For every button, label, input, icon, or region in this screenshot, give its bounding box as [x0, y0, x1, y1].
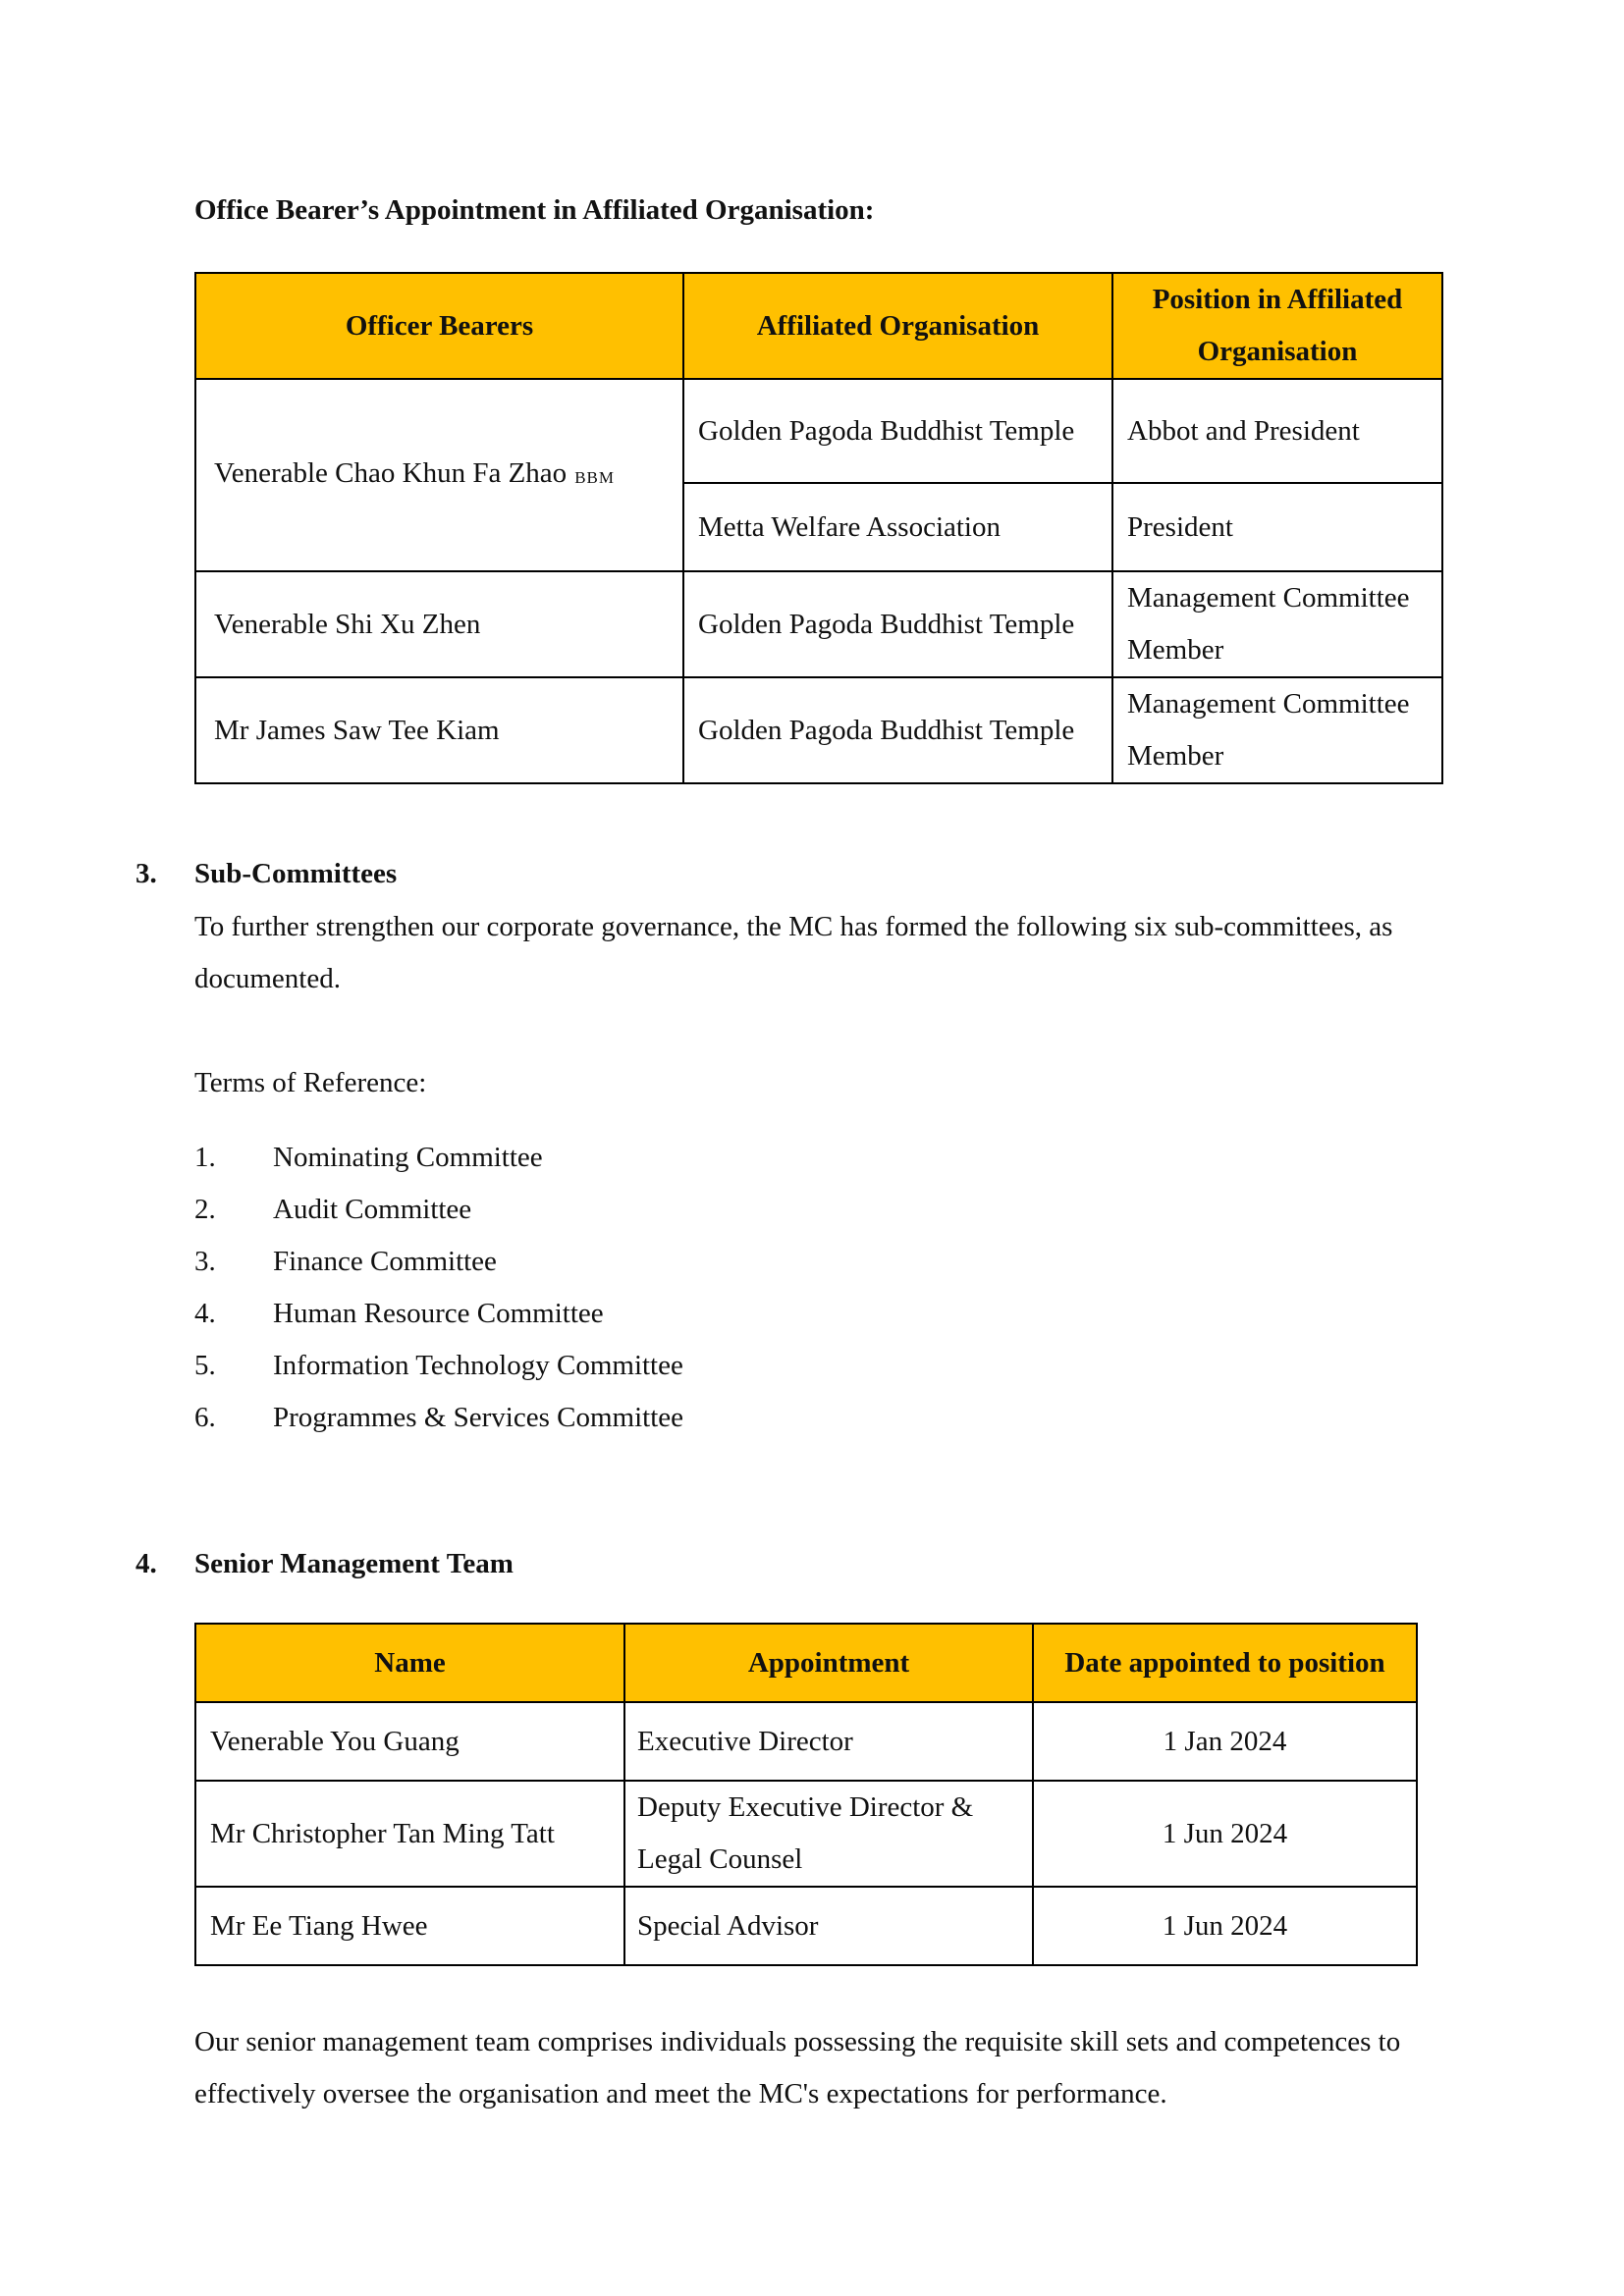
table-header-row	[195, 1624, 1417, 1702]
list-item-number: 1.	[194, 1142, 216, 1173]
list-item-number: 4.	[194, 1298, 216, 1329]
position-cell: Management Committee Member	[1112, 677, 1442, 783]
list-item-text: Audit Committee	[273, 1194, 472, 1225]
name-cell: Mr Christopher Tan Ming Tatt	[195, 1781, 624, 1887]
officer-name-cell: Mr James Saw Tee Kiam	[195, 677, 683, 783]
list-item-number: 6.	[194, 1402, 216, 1433]
section-3-body: To further strengthen our corporate governance, the MC has formed the following six sub-committees, as documented.	[194, 911, 1393, 994]
table-row	[195, 1781, 1417, 1887]
header-appointment: Appointment	[624, 1624, 1033, 1702]
terms-of-reference-label: Terms of Reference:	[194, 1067, 427, 1098]
table-row	[195, 379, 1442, 483]
affiliated-table	[194, 272, 1443, 784]
position-cell: Abbot and President	[1112, 379, 1442, 483]
section-3-number: 3.	[135, 858, 157, 889]
list-item-number: 2.	[194, 1194, 216, 1225]
date-cell: 1 Jan 2024	[1033, 1702, 1417, 1781]
date-cell: 1 Jun 2024	[1033, 1887, 1417, 1965]
header-position: Position in Affiliated Organisation	[1112, 273, 1442, 379]
section-4-number: 4.	[135, 1548, 157, 1579]
officer-name-cell	[195, 379, 683, 571]
date-cell: 1 Jun 2024	[1033, 1781, 1417, 1887]
senior-management-table	[194, 1623, 1418, 1966]
table-row	[195, 677, 1442, 783]
list-item-text: Programmes & Services Committee	[273, 1402, 684, 1433]
organisation-cell: Golden Pagoda Buddhist Temple	[683, 677, 1112, 783]
list-item-text: Information Technology Committee	[273, 1350, 683, 1381]
table-row	[195, 1887, 1417, 1965]
officer-name-cell: Venerable Shi Xu Zhen	[195, 571, 683, 677]
officer-name: Venerable Chao Khun Fa Zhao	[214, 456, 568, 489]
section-4-title: Senior Management Team	[194, 1548, 514, 1579]
appointment-cell: Deputy Executive Director & Legal Counsel	[624, 1781, 1033, 1887]
appointment-cell: Special Advisor	[624, 1887, 1033, 1965]
organisation-cell: Golden Pagoda Buddhist Temple	[683, 571, 1112, 677]
table-header-row	[195, 273, 1442, 379]
table-row	[195, 571, 1442, 677]
organisation-cell: Golden Pagoda Buddhist Temple	[683, 379, 1112, 483]
position-cell: President	[1112, 483, 1442, 571]
closing-paragraph: Our senior management team comprises individuals possessing the requisite skill sets and competences to effectively oversee the organisation and meet the MC's expectations for performance.	[194, 2026, 1401, 2109]
header-date-appointed: Date appointed to position	[1033, 1624, 1417, 1702]
affiliated-heading: Office Bearer’s Appointment in Affiliated Organisation:	[194, 194, 875, 226]
table-row	[195, 1702, 1417, 1781]
position-cell: Management Committee Member	[1112, 571, 1442, 677]
header-name: Name	[195, 1624, 624, 1702]
header-officer-bearers: Officer Bearers	[195, 273, 683, 379]
section-3-title: Sub-Committees	[194, 858, 398, 889]
name-cell: Venerable You Guang	[195, 1702, 624, 1781]
list-item-text: Human Resource Committee	[273, 1298, 604, 1329]
officer-honorific: BBM	[574, 467, 615, 487]
name-cell: Mr Ee Tiang Hwee	[195, 1887, 624, 1965]
list-item-number: 5.	[194, 1350, 216, 1381]
header-affiliated-organisation: Affiliated Organisation	[683, 273, 1112, 379]
list-item-text: Nominating Committee	[273, 1142, 543, 1173]
organisation-cell: Metta Welfare Association	[683, 483, 1112, 571]
list-item-number: 3.	[194, 1246, 216, 1277]
appointment-cell: Executive Director	[624, 1702, 1033, 1781]
list-item-text: Finance Committee	[273, 1246, 497, 1277]
